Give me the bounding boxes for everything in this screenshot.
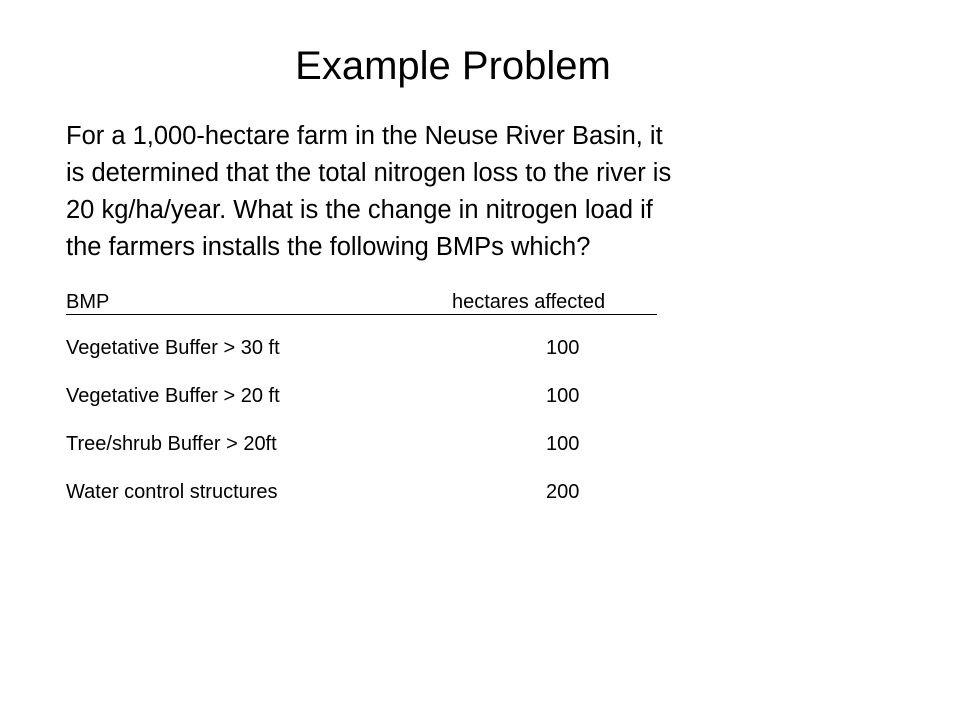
hectares-value: 200	[546, 481, 580, 503]
table-row	[66, 430, 666, 478]
header-bmp: BMP	[66, 291, 110, 313]
table-row	[66, 334, 666, 382]
table-row	[66, 382, 666, 430]
problem-statement: For a 1,000-hectare farm in the Neuse River Basin, it is determined that the total nitrogen loss to the river is 20 kg/ha/year. What is the change in nitrogen load if the farmers installs the following BMPs which?	[66, 122, 672, 261]
bmp-name: Water control structures	[66, 481, 278, 503]
hectares-value: 100	[546, 337, 580, 359]
hectares-value: 100	[546, 433, 580, 455]
table-row	[66, 478, 666, 526]
hectares-value: 100	[546, 385, 580, 407]
bmp-name: Tree/shrub Buffer > 20ft	[66, 433, 277, 455]
bmp-table	[66, 288, 666, 526]
slide-title: Example Problem	[295, 44, 611, 88]
header-hectares-affected: hectares affected	[452, 291, 606, 313]
bmp-name: Vegetative Buffer > 20 ft	[66, 385, 280, 407]
bmp-name: Vegetative Buffer > 30 ft	[66, 337, 280, 359]
table-header-row	[66, 288, 666, 334]
